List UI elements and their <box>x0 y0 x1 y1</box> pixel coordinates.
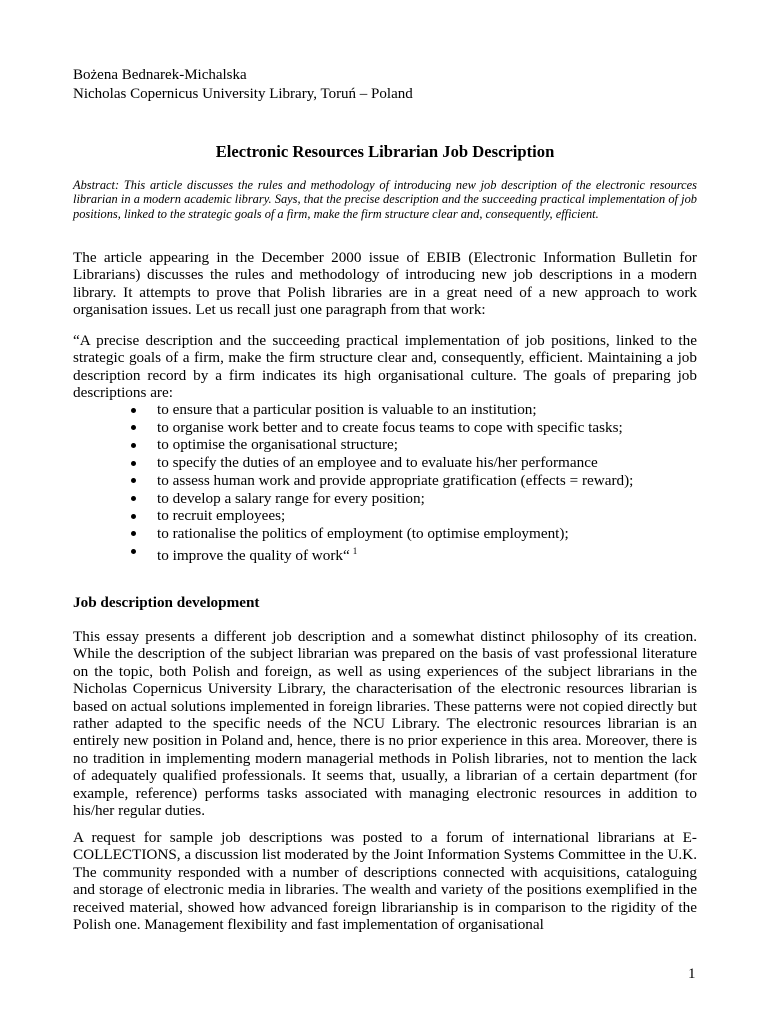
list-item: to develop a salary range for every position; <box>128 490 633 508</box>
bullet-icon <box>131 425 136 430</box>
list-item: to recruit employees; <box>128 507 633 525</box>
footnote-reference[interactable]: 1 <box>352 545 358 556</box>
list-item: to optimise the organisational structure; <box>128 436 633 454</box>
author-block <box>73 66 413 104</box>
list-item: to ensure that a particular position is valuable to an institution; <box>128 401 633 419</box>
section-heading: Job description development <box>73 594 260 611</box>
bullet-icon <box>131 478 136 483</box>
page-number: 1 <box>688 966 696 982</box>
list-item: to improve the quality of work“ $^1$ <box>128 543 633 565</box>
list-item: to assess human work and provide appropriate gratification (effects = reward); <box>128 472 633 490</box>
request-paragraph: A request for sample job descriptions was posted to a forum of international librarians at E-COLLECTIONS, a discussion list moderated by the Joint Information Systems Committee in the U.K. The community responded with a number of descriptions connected with acquisitions, cataloguing and storage of electronic media in libraries. The wealth and variety of the positions exemplified in the received material, showed how advanced foreign librarianship is in comparison to the rigidity of the Polish one. Management flexibility and fast implementation of organisational <box>73 829 697 934</box>
document-title: Electronic Resources Librarian Job Description <box>215 142 555 161</box>
bullet-icon <box>131 443 136 448</box>
list-item: to specify the duties of an employee and to evaluate his/her performance <box>128 454 633 472</box>
abstract: Abstract: This article discusses the rules and methodology of introducing new job description of the electronic resources librarian in a modern academic library. Says, that the precise description and the succeeding practical implementation of job positions, linked to the strategic goals of a firm, make the firm structure clear and, consequently, efficient. <box>73 178 697 221</box>
list-item: to rationalise the politics of employment (to optimise employment); <box>128 525 633 543</box>
development-paragraph: This essay presents a different job description and a somewhat distinct philosophy of its creation. While the description of the subject librarian was prepared on the basis of vast professional literature on the topic, both Polish and foreign, as well as using experiences of the subject librarians in the Nicholas Copernicus University Library, the characterisation of the electronic resources librarian is based on actual solutions implemented in foreign libraries. These patterns were not copied directly but rather adapted to the specific needs of the NCU Library. The electronic resources librarian is an entirely new position in Poland and, hence, there is no prior experience in this area. Moreover, there is no tradition in implementing modern managerial methods in Polish libraries, not to mention the lack of adequately qualified professionals. It seems that, usually, a librarian of a certain department (for example, reference) performs tasks associated with managing electronic resources in addition to his/her regular duties. <box>73 628 697 820</box>
bullet-icon <box>131 496 136 501</box>
intro-paragraph: The article appearing in the December 2000 issue of EBIB (Electronic Information Bulletin for Librarians) discusses the rules and methodology of introducing new job descriptions in a modern library. It attempts to prove that Polish libraries are in a great need of a new approach to work organisation issues. Let us recall just one paragraph from that work: <box>73 249 697 319</box>
author-affiliation: Nicholas Copernicus University Library, Toruń – Poland <box>73 86 413 102</box>
goals-list <box>128 401 633 564</box>
quote-paragraph: “A precise description and the succeeding practical implementation of job positions, linked to the strategic goals of a firm, make the firm structure clear and, consequently, efficient. Maintaining a job description record by a firm indicates its high organisational culture. The goals of preparing job descriptions are: <box>73 332 697 402</box>
list-item: to organise work better and to create focus teams to cope with specific tasks; <box>128 419 633 437</box>
bullet-icon <box>131 461 136 466</box>
bullet-icon <box>131 549 136 554</box>
bullet-icon <box>131 408 136 413</box>
bullet-icon <box>131 514 136 519</box>
bullet-icon <box>131 531 136 536</box>
author-name: Bożena Bednarek-Michalska <box>73 67 247 83</box>
